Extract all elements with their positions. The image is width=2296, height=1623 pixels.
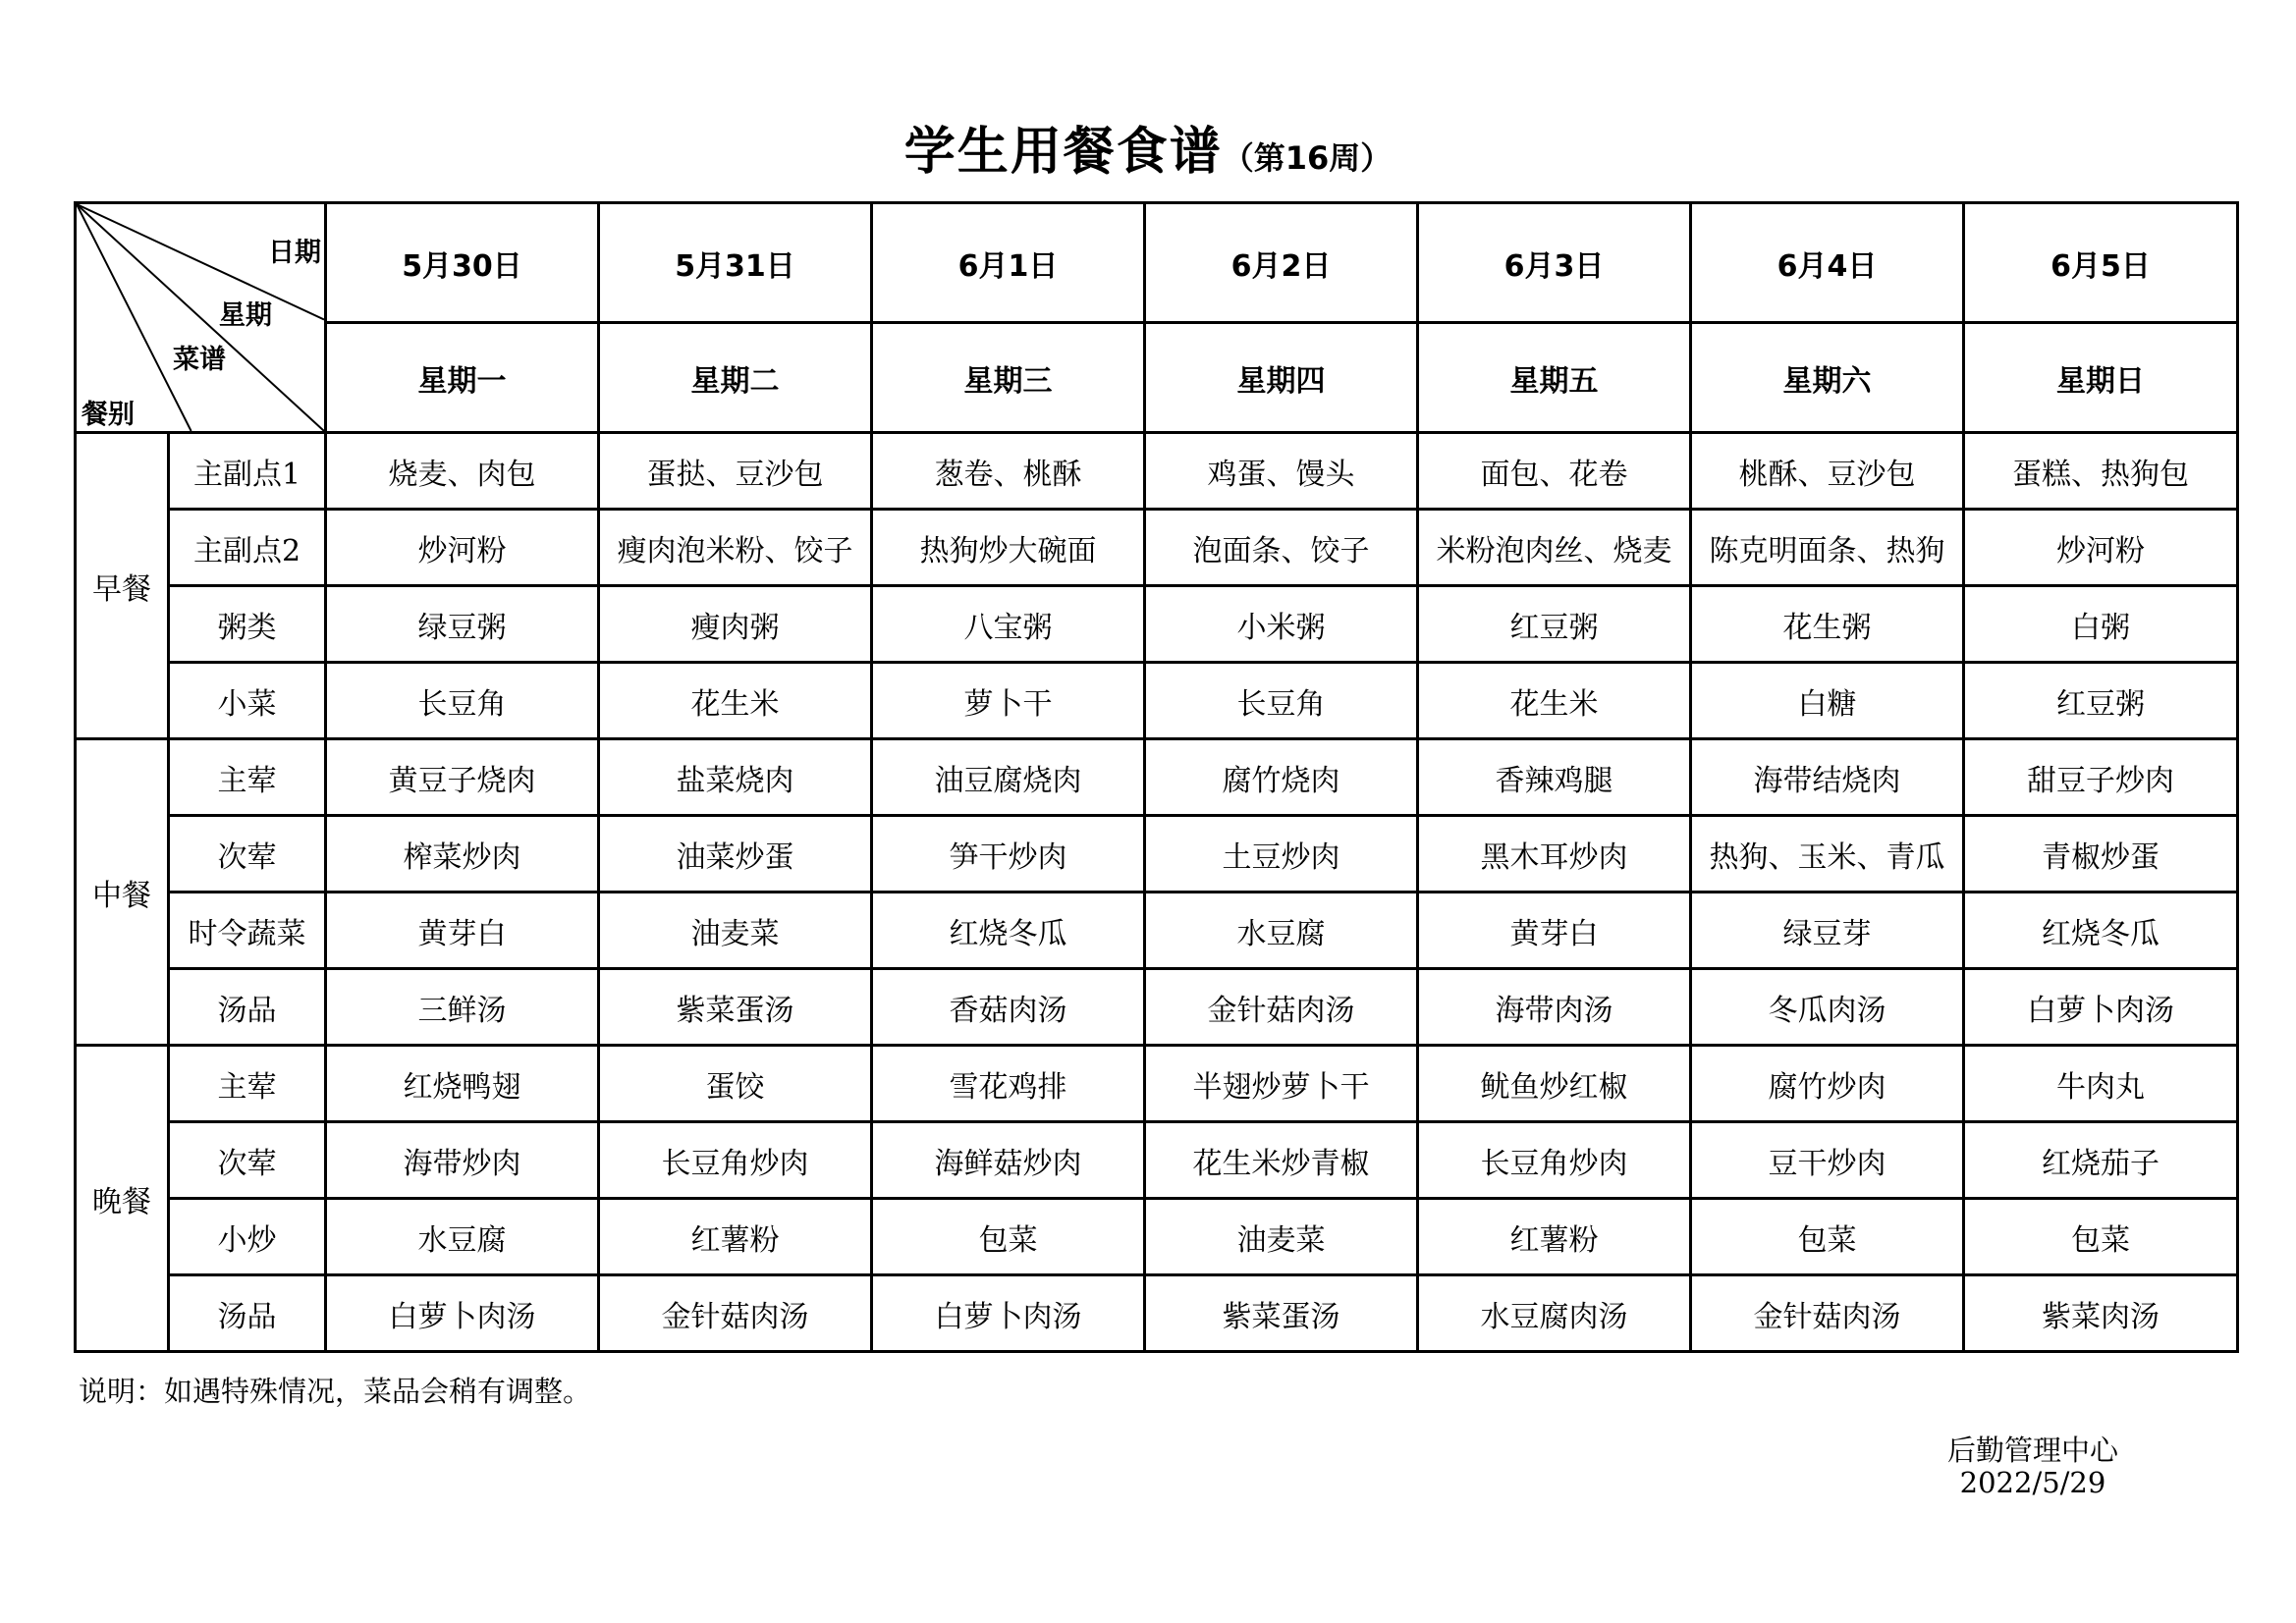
dish-cell: 花生粥 (1691, 586, 1964, 663)
title-week: （第16周） (1222, 139, 1393, 177)
dish-cell: 白萝卜肉汤 (872, 1275, 1145, 1352)
dish-cell: 绿豆芽 (1691, 893, 1964, 969)
weekday-header-row (76, 323, 2238, 433)
footer-note: 说明：如遇特殊情况，菜品会稍有调整。 (79, 1375, 592, 1408)
dish-cell: 萝卜干 (872, 663, 1145, 739)
dish-cell: 长豆角 (326, 663, 599, 739)
dish-cell: 热狗炒大碗面 (872, 510, 1145, 586)
dish-cell: 腐竹炒肉 (1691, 1046, 1964, 1122)
menu-row (76, 893, 2238, 969)
dish-cell: 瘦肉泡米粉、饺子 (599, 510, 872, 586)
weekday-header-cell: 星期五 (1418, 323, 1691, 433)
dish-cell: 青椒炒蛋 (1964, 816, 2238, 893)
date-header-cell: 6月2日 (1145, 203, 1418, 323)
dish-cell: 笋干炒肉 (872, 816, 1145, 893)
weekday-header-cell: 星期二 (599, 323, 872, 433)
dish-cell: 盐菜烧肉 (599, 739, 872, 816)
dish-cell: 紫菜蛋汤 (1145, 1275, 1418, 1352)
weekday-header-cell: 星期四 (1145, 323, 1418, 433)
page-title (0, 110, 2296, 184)
category-cell: 次荤 (169, 1122, 326, 1199)
meal-label-cell: 早餐 (76, 433, 169, 739)
dish-cell: 水豆腐 (1145, 893, 1418, 969)
dish-cell: 油豆腐烧肉 (872, 739, 1145, 816)
dish-cell: 黄豆子烧肉 (326, 739, 599, 816)
menu-row (76, 969, 2238, 1046)
dish-cell: 蛋饺 (599, 1046, 872, 1122)
category-cell: 汤品 (169, 1275, 326, 1352)
corner-label-recipe: 菜谱 (173, 345, 226, 375)
dish-cell: 香菇肉汤 (872, 969, 1145, 1046)
dish-cell: 紫菜肉汤 (1964, 1275, 2238, 1352)
dish-cell: 红豆粥 (1418, 586, 1691, 663)
date-header-row (76, 203, 2238, 323)
date-header-cell: 6月5日 (1964, 203, 2238, 323)
weekday-header-cell: 星期三 (872, 323, 1145, 433)
menu-table-body (76, 203, 2238, 1352)
weekday-header-cell: 星期一 (326, 323, 599, 433)
dish-cell: 长豆角炒肉 (1418, 1122, 1691, 1199)
menu-row (76, 1275, 2238, 1352)
dish-cell: 油麦菜 (599, 893, 872, 969)
dish-cell: 白糖 (1691, 663, 1964, 739)
date-header-cell: 5月31日 (599, 203, 872, 323)
menu-row (76, 586, 2238, 663)
category-cell: 汤品 (169, 969, 326, 1046)
menu-table (74, 201, 2239, 1353)
meal-label-cell: 晚餐 (76, 1046, 169, 1352)
dish-cell: 包菜 (1691, 1199, 1964, 1275)
category-cell: 次荤 (169, 816, 326, 893)
dish-cell: 红薯粉 (1418, 1199, 1691, 1275)
dish-cell: 腐竹烧肉 (1145, 739, 1418, 816)
dish-cell: 冬瓜肉汤 (1691, 969, 1964, 1046)
menu-row (76, 1199, 2238, 1275)
dish-cell: 黑木耳炒肉 (1418, 816, 1691, 893)
dish-cell: 黄芽白 (1418, 893, 1691, 969)
dish-cell: 烧麦、肉包 (326, 433, 599, 510)
dish-cell: 蛋糕、热狗包 (1964, 433, 2238, 510)
dish-cell: 瘦肉粥 (599, 586, 872, 663)
dish-cell: 白萝卜肉汤 (1964, 969, 2238, 1046)
menu-row (76, 1122, 2238, 1199)
corner-label-meal: 餐别 (82, 400, 135, 430)
date-header-cell: 6月4日 (1691, 203, 1964, 323)
dish-cell: 雪花鸡排 (872, 1046, 1145, 1122)
date-header-cell: 6月1日 (872, 203, 1145, 323)
dish-cell: 红烧鸭翅 (326, 1046, 599, 1122)
dish-cell: 桃酥、豆沙包 (1691, 433, 1964, 510)
category-cell: 主副点2 (169, 510, 326, 586)
dish-cell: 小米粥 (1145, 586, 1418, 663)
dish-cell: 土豆炒肉 (1145, 816, 1418, 893)
dish-cell: 香辣鸡腿 (1418, 739, 1691, 816)
category-cell: 主副点1 (169, 433, 326, 510)
corner-label-date: 日期 (268, 238, 321, 268)
dish-cell: 长豆角 (1145, 663, 1418, 739)
dish-cell: 金针菇肉汤 (1691, 1275, 1964, 1352)
dish-cell: 绿豆粥 (326, 586, 599, 663)
dish-cell: 花生米炒青椒 (1145, 1122, 1418, 1199)
dish-cell: 米粉泡肉丝、烧麦 (1418, 510, 1691, 586)
category-cell: 粥类 (169, 586, 326, 663)
dish-cell: 泡面条、饺子 (1145, 510, 1418, 586)
dish-cell: 牛肉丸 (1964, 1046, 2238, 1122)
dish-cell: 红薯粉 (599, 1199, 872, 1275)
dish-cell: 海带炒肉 (326, 1122, 599, 1199)
date-header-cell: 6月3日 (1418, 203, 1691, 323)
dish-cell: 花生米 (1418, 663, 1691, 739)
dish-cell: 热狗、玉米、青瓜 (1691, 816, 1964, 893)
menu-row (76, 816, 2238, 893)
dish-cell: 炒河粉 (326, 510, 599, 586)
dish-cell: 三鲜汤 (326, 969, 599, 1046)
dish-cell: 水豆腐肉汤 (1418, 1275, 1691, 1352)
menu-row (76, 739, 2238, 816)
dish-cell: 金针菇肉汤 (1145, 969, 1418, 1046)
dish-cell: 红烧茄子 (1964, 1122, 2238, 1199)
dish-cell: 甜豆子炒肉 (1964, 739, 2238, 816)
dish-cell: 陈克明面条、热狗 (1691, 510, 1964, 586)
meal-label-cell: 中餐 (76, 739, 169, 1046)
category-cell: 小炒 (169, 1199, 326, 1275)
dish-cell: 鱿鱼炒红椒 (1418, 1046, 1691, 1122)
dish-cell: 海鲜菇炒肉 (872, 1122, 1145, 1199)
category-cell: 小菜 (169, 663, 326, 739)
corner-label-weekday: 星期 (219, 300, 272, 331)
dish-cell: 蛋挞、豆沙包 (599, 433, 872, 510)
dish-cell: 半翅炒萝卜干 (1145, 1046, 1418, 1122)
dish-cell: 包菜 (872, 1199, 1145, 1275)
menu-row (76, 510, 2238, 586)
dish-cell: 鸡蛋、馒头 (1145, 433, 1418, 510)
weekday-header-cell: 星期日 (1964, 323, 2238, 433)
category-cell: 时令蔬菜 (169, 893, 326, 969)
dish-cell: 海带肉汤 (1418, 969, 1691, 1046)
weekday-header-cell: 星期六 (1691, 323, 1964, 433)
menu-row (76, 433, 2238, 510)
dish-cell: 豆干炒肉 (1691, 1122, 1964, 1199)
dish-cell: 面包、花卷 (1418, 433, 1691, 510)
dish-cell: 油麦菜 (1145, 1199, 1418, 1275)
dish-cell: 花生米 (599, 663, 872, 739)
dish-cell: 油菜炒蛋 (599, 816, 872, 893)
dish-cell: 榨菜炒肉 (326, 816, 599, 893)
footer-org: 后勤管理中心 (1946, 1434, 2118, 1467)
dish-cell: 红烧冬瓜 (872, 893, 1145, 969)
dish-cell: 紫菜蛋汤 (599, 969, 872, 1046)
dish-cell: 白萝卜肉汤 (326, 1275, 599, 1352)
menu-row (76, 1046, 2238, 1122)
dish-cell: 包菜 (1964, 1199, 2238, 1275)
dish-cell: 金针菇肉汤 (599, 1275, 872, 1352)
dish-cell: 红豆粥 (1964, 663, 2238, 739)
date-header-cell: 5月30日 (326, 203, 599, 323)
dish-cell: 水豆腐 (326, 1199, 599, 1275)
dish-cell: 长豆角炒肉 (599, 1122, 872, 1199)
menu-row (76, 663, 2238, 739)
footer-date: 2022/5/29 (1959, 1466, 2106, 1499)
dish-cell: 白粥 (1964, 586, 2238, 663)
dish-cell: 八宝粥 (872, 586, 1145, 663)
dish-cell: 红烧冬瓜 (1964, 893, 2238, 969)
dish-cell: 炒河粉 (1964, 510, 2238, 586)
dish-cell: 黄芽白 (326, 893, 599, 969)
category-cell: 主荤 (169, 1046, 326, 1122)
title-main: 学生用餐食谱 (903, 123, 1223, 182)
dish-cell: 海带结烧肉 (1691, 739, 1964, 816)
diagonal-header-cell (76, 203, 326, 433)
dish-cell: 葱卷、桃酥 (872, 433, 1145, 510)
category-cell: 主荤 (169, 739, 326, 816)
